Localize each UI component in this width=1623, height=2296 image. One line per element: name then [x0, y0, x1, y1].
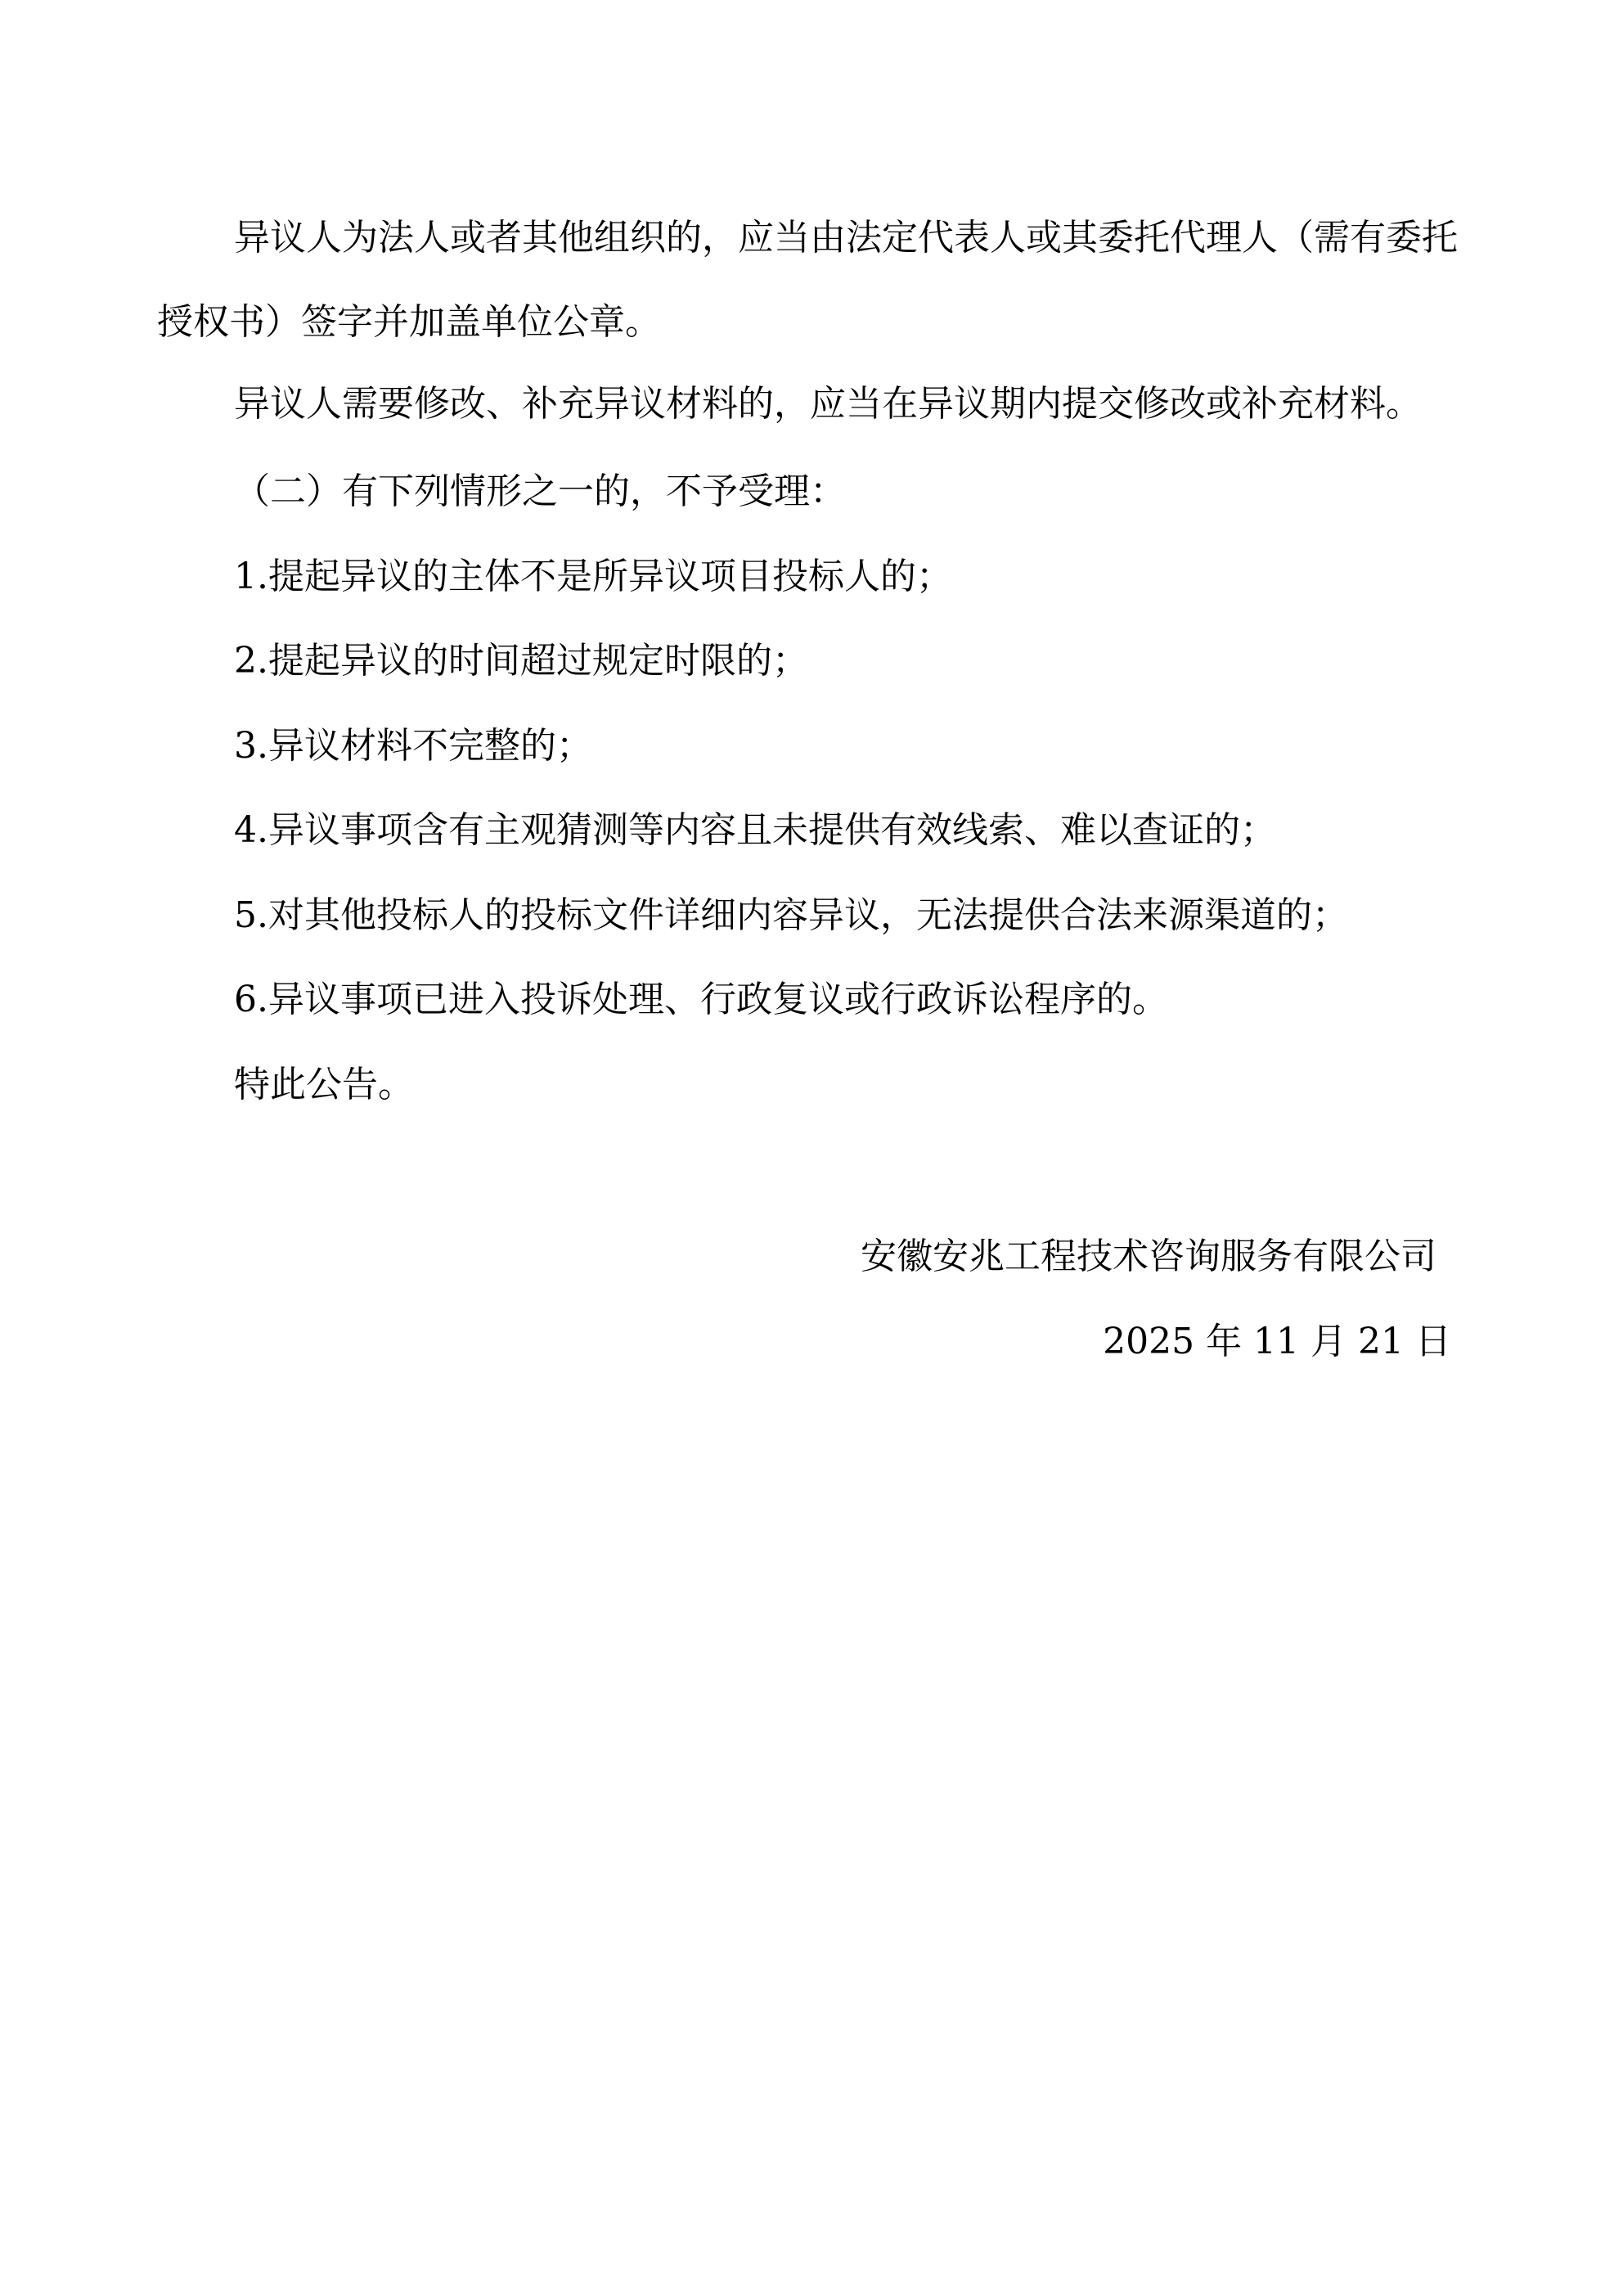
list-item-1: 1.提起异议的主体不是所异议项目投标人的； [234, 556, 952, 597]
list-item-5: 5.对其他投标人的投标文件详细内容异议，无法提供合法来源渠道的； [234, 894, 1348, 936]
list-item-6: 6.异议事项已进入投诉处理、行政复议或行政诉讼程序的。 [234, 979, 1168, 1020]
signature-company: 安徽安兆工程技术咨询服务有限公司 [861, 1236, 1436, 1277]
signature-date: 2025 年 11 月 21 日 [1103, 1321, 1451, 1362]
paragraph-objector-signature: 异议人为法人或者其他组织的，应当由法定代表人或其委托代理人（需有委托授权书）签字并加盖单位公章。 [157, 217, 1458, 343]
closing-statement: 特此公告。 [234, 1064, 414, 1105]
paragraph-supplement-materials: 异议人需要修改、补充异议材料的，应当在异议期内提交修改或补充材料。 [234, 383, 1422, 425]
section-heading-not-accepted: （二）有下列情形之一的，不予受理： [234, 470, 846, 512]
list-item-4: 4.异议事项含有主观猜测等内容且未提供有效线索、难以查证的； [234, 809, 1276, 851]
list-item-3: 3.异议材料不完整的； [234, 725, 592, 767]
list-item-2: 2.提起异议的时间超过规定时限的； [234, 640, 808, 682]
